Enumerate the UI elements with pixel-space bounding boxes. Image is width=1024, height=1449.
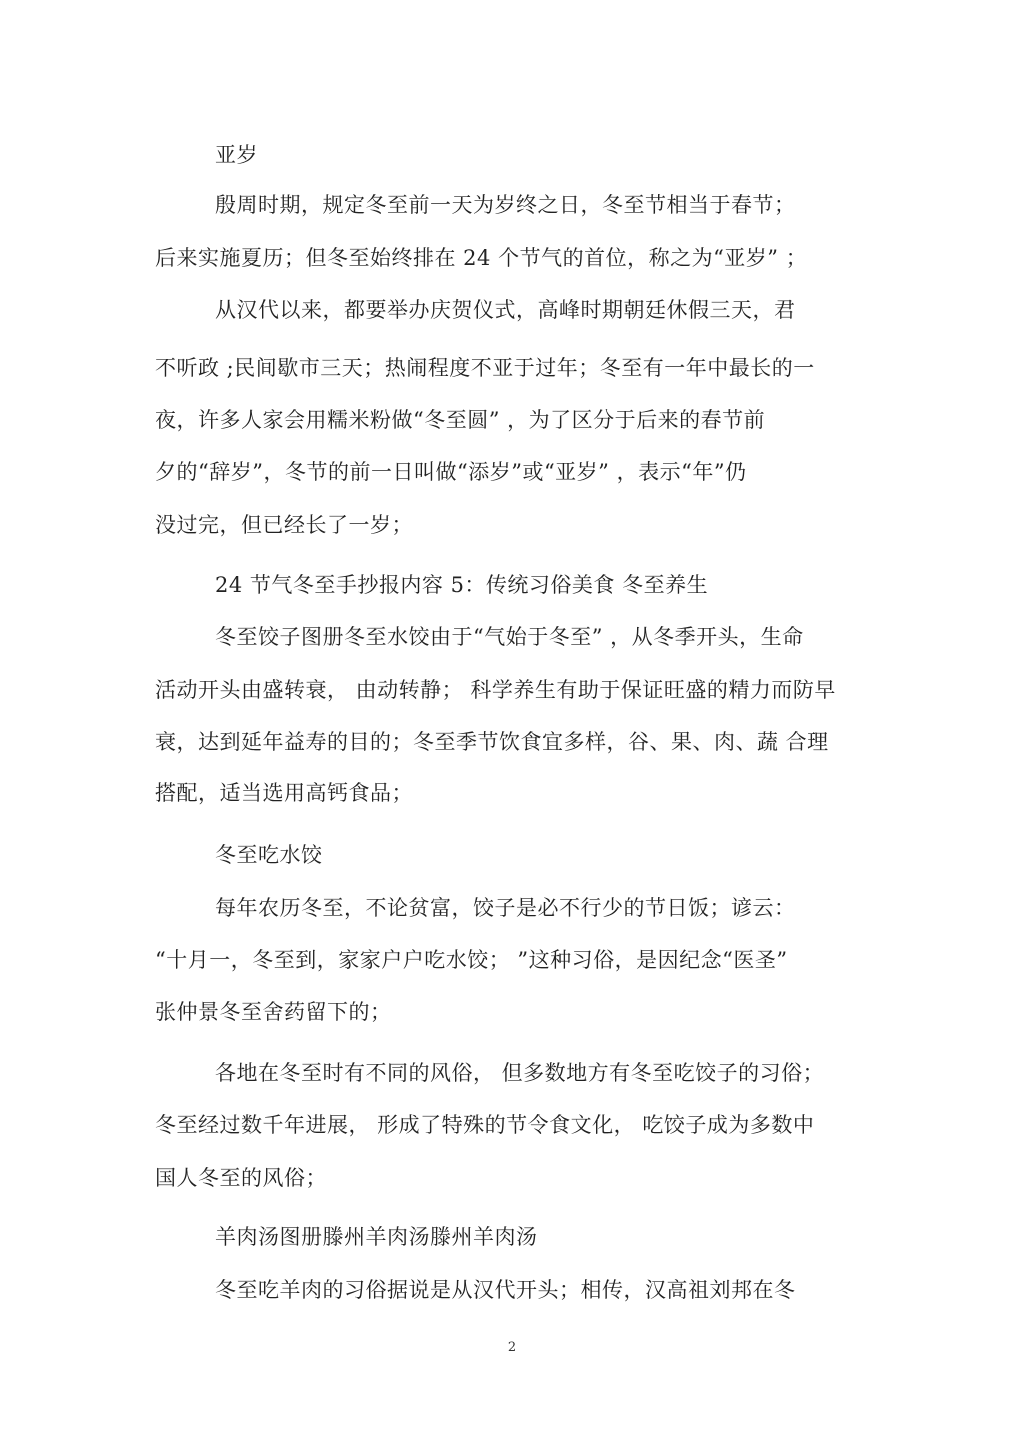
paragraph-line: 搭配，适当选用高钙食品； — [155, 781, 413, 805]
section-heading-dumplings: 冬至吃水饺 — [215, 843, 323, 867]
paragraph-line: 活动开头由盛转衰， 由动转静； 科学养生有助于保证旺盛的精力而防早 — [155, 678, 836, 702]
paragraph-line: 冬至吃羊肉的习俗据说是从汉代开头；相传，汉高祖刘邦在冬 — [215, 1278, 796, 1302]
paragraph-line: 夕的“辞岁”，冬节的前一日叫做“添岁”或“亚岁” ，表示“年”仍 — [155, 460, 747, 484]
paragraph-line: 冬至饺子图册冬至水饺由于“气始于冬至” ，从冬季开头，生命 — [215, 625, 804, 649]
paragraph-line: 衰，达到延年益寿的目的；冬至季节饮食宜多样，谷、果、肉、蔬 合理 — [155, 730, 829, 754]
paragraph-line: 没过完，但已经长了一岁； — [155, 513, 413, 537]
paragraph-line: 殷周时期，规定冬至前一天为岁终之日，冬至节相当于春节； — [215, 193, 796, 217]
section-heading-customs-food: 24 节气冬至手抄报内容 5：传统习俗美食 冬至养生 — [215, 573, 709, 597]
section-heading-yasui: 亚岁 — [215, 143, 258, 167]
paragraph-line: 每年农历冬至，不论贫富，饺子是必不行少的节日饭；谚云： — [215, 896, 796, 920]
paragraph-line: 不听政 ;民间歇市三天；热闹程度不亚于过年；冬至有一年中最长的一 — [155, 356, 815, 380]
page-number: 2 — [507, 1340, 517, 1355]
paragraph-line: 张仲景冬至舍药留下的； — [155, 1000, 392, 1024]
paragraph-line: “十月一，冬至到，家家户户吃水饺； ”这种习俗，是因纪念“医圣” — [155, 948, 788, 972]
paragraph-line: 各地在冬至时有不同的风俗， 但多数地方有冬至吃饺子的习俗； — [215, 1061, 825, 1085]
paragraph-line: 国人冬至的风俗； — [155, 1166, 327, 1190]
section-heading-mutton-soup: 羊肉汤图册滕州羊肉汤滕州羊肉汤 — [215, 1225, 538, 1249]
paragraph-line: 从汉代以来，都要举办庆贺仪式，高峰时期朝廷休假三天，君 — [215, 298, 796, 322]
paragraph-line: 后来实施夏历；但冬至始终排在 24 个节气的首位，称之为“亚岁” ； — [155, 246, 808, 270]
paragraph-line: 冬至经过数千年进展， 形成了特殊的节令食文化， 吃饺子成为多数中 — [155, 1113, 815, 1137]
paragraph-line: 夜，许多人家会用糯米粉做“冬至圆” ，为了区分于后来的春节前 — [155, 408, 766, 432]
